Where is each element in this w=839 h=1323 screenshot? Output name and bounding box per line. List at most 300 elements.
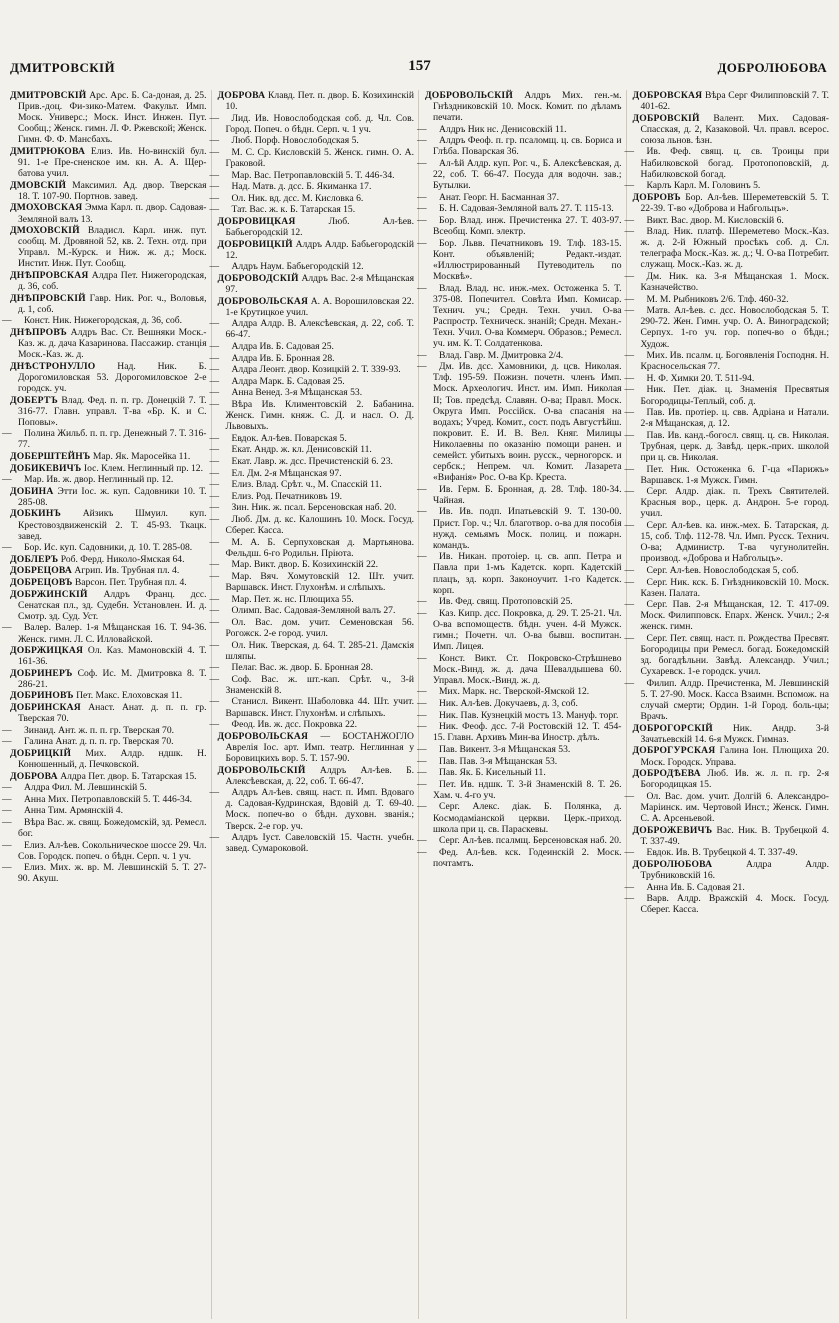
directory-entry xyxy=(624,305,830,350)
directory-entry xyxy=(10,589,207,622)
directory-entry xyxy=(425,90,622,123)
entry-details: Серг. Алдр. діак. п. Трехъ Святителей. Красныя вор., церк. д. Андрон. 5-е город. учил. xyxy=(640,486,829,520)
entry-surname: ДОБЕРТЪ xyxy=(10,394,58,406)
dash-marker: — xyxy=(2,817,12,828)
directory-entry xyxy=(10,748,207,770)
dash-marker: — xyxy=(209,135,220,147)
directory-entry xyxy=(10,395,207,428)
directory-entry xyxy=(209,467,415,479)
entry-details: Бор. Влад. инж. Пречистенка 27. Т. 403-97. Всеобщ. Комп. электр. xyxy=(433,215,622,238)
directory-entry xyxy=(209,593,415,605)
entry-details: Ол. Вас. дом. учит. Семеновская 56. Рогожск. 2-е город. учил. xyxy=(225,616,414,639)
entry-details: Ол. Вас. дом. учит. Долгій 6. Александро-Маріинск. им. Чертовой Инст.; Женск. Гимн. С. А. Арсеньевой. xyxy=(640,790,829,824)
entry-details: Галина Іон. Плющиха 20. Моск. Городск. Управа. xyxy=(640,745,829,768)
dash-marker: — xyxy=(209,375,220,387)
entry-surname: ДОБРОДѢЕВА xyxy=(632,768,701,780)
entry-surname: ДОБРОГУРСКАЯ xyxy=(632,745,716,757)
dash-marker: — xyxy=(417,551,427,563)
entry-details: Ив. Ив. подп. Ипатьевскій 9. Т. 130-00. Прист. Гор. ч.; Чл. благотвор. о-ва для пособія нужд. семьямъ Моск. полиц. и пожарн. командъ. xyxy=(433,506,622,551)
dash-marker: — xyxy=(209,444,220,456)
dash-marker: — xyxy=(417,721,427,733)
dash-marker: — xyxy=(624,407,635,419)
entry-details: Валер. Валер. 1-я Мѣщанская 16. Т. 94-36. Женск. гимн. Л. С. Илловайской. xyxy=(18,622,207,645)
dash-marker: — xyxy=(209,536,220,548)
entry-details: Мих. Ив. псалм. ц. Богоявленія Господня. Н. Красносельская 77. xyxy=(640,350,829,373)
entry-details: Ив. Герм. Б. Бронная, д. 28. Тлф. 180-34. Чайная. xyxy=(433,483,622,506)
entry-details: Влад. Ник. платф. Шереметево Моск.-Каз. ж. д. 2-й Южный просѣкъ соб. д. Сл. телеграфа Моск.-Каз. ж. д.; Ч. О-ва Потребит. служащ. Моск.-Каз. ж. д. xyxy=(640,226,829,271)
dash-marker: — xyxy=(209,570,220,582)
directory-entry xyxy=(218,765,415,787)
entry-details: Анна Мих. Петропавловскій 5. Т. 446-34. xyxy=(24,793,193,805)
entry-details: Алдръ Мих. ген.-м. Гнѣздниковскій 10. Моск. Комит. по дѣламъ печати. xyxy=(433,90,622,124)
directory-entry xyxy=(624,429,830,463)
entry-details: Бор. Львв. Печатниковъ 19. Тлф. 183-15. Конт. объявленій; Редакт.-издат. «Иллюстрированный Путеводитель по Москвѣ». xyxy=(433,237,622,282)
entry-details: Анна Тим. Армянскій 4. xyxy=(24,805,123,817)
directory-entry xyxy=(218,731,415,764)
entry-surname: ДОБРОЖЕВИЧЪ xyxy=(632,824,713,836)
directory-entry xyxy=(10,293,207,315)
entry-details: Елиз. Род. Печатниковъ 19. xyxy=(231,490,343,502)
entry-details: Ол. Каз. Мамоновскій 4. Т. 161-36. xyxy=(18,645,207,668)
directory-entry xyxy=(2,817,207,840)
dash-marker: — xyxy=(624,520,635,532)
entry-surname: ДОБРОВА xyxy=(10,770,58,782)
entry-details: Ник. Феоф. дсс. 7-й Ростовскій 12. Т. 454-15. Главн. Архивъ Мин-ва Иностр. дѣлъ. xyxy=(433,721,622,744)
dash-marker: — xyxy=(209,181,220,193)
entry-details: Серг. Ал-ѣев. псалмщ. Берсеновская наб. 20. xyxy=(439,835,622,847)
directory-entry xyxy=(417,349,622,361)
entry-details: Каз. Кипр. дсс. Покровка, д. 29. Т. 25-21. Чл. О-ва вспомоществ. бѣдн. учен. 4-й Мужск. гимн.; Почетн. чл. О-ва бывш. воспитан. Имп. Лицея. xyxy=(433,607,622,653)
entry-details: Алдръ Ал-ѣев. Б. Алексѣевская, д. 22, соб. Т. 66-47. xyxy=(225,764,414,787)
dash-marker: — xyxy=(417,709,427,721)
directory-entry xyxy=(10,270,207,292)
entry-surname: ДОБРИНЕРЪ xyxy=(10,667,73,679)
entry-surname: ДОБКИНЪ xyxy=(10,508,62,520)
entry-details: Екат. Андр. ж. кл. Денисовскій 11. xyxy=(231,444,372,456)
directory-entry xyxy=(209,387,415,399)
directory-entry xyxy=(218,216,415,238)
entry-details: Люб. Ив. ж. л. п. гр. 2-я Богородицкая 15. xyxy=(640,768,829,791)
directory-entry xyxy=(209,479,415,491)
entry-surname: ДОБЛЕРЪ xyxy=(10,553,59,565)
directory-entry xyxy=(10,486,207,508)
directory-entry xyxy=(10,508,207,541)
entry-details: Анна Венед. 3-я Мѣщанская 53. xyxy=(231,387,363,399)
dash-marker: — xyxy=(624,486,635,498)
entry-details: Ник. Андр. 3-й Зачатьевскій 14. 6-я Мужск. Гимназ. xyxy=(640,722,830,745)
directory-entry xyxy=(2,315,207,327)
directory-entry xyxy=(417,237,622,282)
dash-marker: — xyxy=(624,226,635,238)
directory-entry xyxy=(417,506,622,551)
directory-entry xyxy=(417,596,622,608)
directory-entry xyxy=(209,146,415,170)
dash-marker: — xyxy=(2,805,12,817)
entry-details: М. М. Рыбниковъ 2/6. Тлф. 460-32. xyxy=(646,293,789,305)
entry-details: Вѣра Серг Филипповскій 7. Т. 401-62. xyxy=(640,90,829,113)
entry-details: Алдръ Вас. Ст. Вешняки Моск.-Каз. ж. д. дача Казаринова. Пассажир. станція Моск.-Каз. ж. д. xyxy=(18,326,207,361)
entry-surname: ДМОВСКІЙ xyxy=(10,179,67,191)
directory-entry xyxy=(218,90,415,112)
entry-details: Алдра Фил. М. Левшинскій 5. xyxy=(24,782,147,794)
directory-entry xyxy=(417,846,622,869)
dash-marker: — xyxy=(624,463,635,475)
dash-marker: — xyxy=(624,633,635,644)
entry-details: Евдок. Ив. В. Трубецкой 4. Т. 337-49. xyxy=(646,847,798,859)
dash-marker: — xyxy=(417,835,427,847)
dash-marker: — xyxy=(624,350,635,362)
entry-details: Люб. Ал-ѣев. Бабьегородскій 12. xyxy=(225,216,414,239)
entry-details: Евдок. Ал-ѣев. Поварская 5. xyxy=(231,432,347,444)
directory-entry xyxy=(624,486,830,520)
entry-surname: ДОБРЖИЦКАЯ xyxy=(10,645,84,657)
directory-entry xyxy=(624,350,830,373)
dash-marker: — xyxy=(417,778,427,790)
entry-details: Ив. Никан. протоіер. ц. св. апп. Петра и Павла при 1-мъ Кадетск. корп. Кадетскій плацъ, зд. корп. Законоучит. 1-го Кадетск. корп. xyxy=(433,551,622,596)
dash-marker: — xyxy=(209,479,220,491)
entry-details: Пав. Ив. протіер. ц. свв. Адріана и Натали. 2-я Мѣщанская, д. 12. xyxy=(640,407,829,430)
directory-entry xyxy=(209,570,415,594)
directory-entry xyxy=(209,639,415,662)
entry-details: Алдръ Ал-ѣев. свящ. наст. п. Имп. Вдоваго д. Садовая-Кудринская, Вдовій д. Т. 69-40. Моск. попеч-во о бѣдн. духовн. званія.; Тверск. 2-е гор. уч. xyxy=(225,787,414,832)
directory-entry xyxy=(209,502,415,514)
dash-marker: — xyxy=(624,564,635,576)
entry-details: Серг. Ал-ѣев. Новослободская 5, соб. xyxy=(646,564,799,576)
directory-entry xyxy=(417,607,622,653)
columns xyxy=(2,90,833,1319)
directory-entry xyxy=(417,215,622,238)
entry-details: Дм. Ив. дсс. Хамовники, д. цсв. Николая. Тлф. 195-59. Пожизн. почетн. членъ Имп. Моск. Археологич. Инст. им. Имп. Николая II; Тов. предсѣд. Славян. О-ва; Правл. Моск. Округа Имп. Россійск. О-ва спасанія на водахъ; Учред. Комит., сост. подъ Августѣйш. покровит. Е. И. В. Вел. Княг. Милицы Николаевны по оказанію помощи ранен. и семейст. убитыхъ воин. русск., черногорск. и сербск.; Непрем. чл. Комит. Лазарета «Вифанія» Рос. О-ва Кр. Креста. xyxy=(433,361,622,484)
directory-entry xyxy=(417,282,622,350)
dash-marker: — xyxy=(624,293,635,305)
entry-details: Бор. Ал-ѣев. Шереметевскій 5. Т. 22-39. Т-во «Доброва и Набгольцъ». xyxy=(640,191,829,214)
column-4 xyxy=(624,90,834,1319)
directory-entry xyxy=(417,203,622,215)
column-2 xyxy=(209,90,420,1319)
entry-details: Алдра Ив. Б. Бронная 28. xyxy=(231,352,335,364)
dash-marker: — xyxy=(624,599,635,611)
dash-marker: — xyxy=(209,605,220,617)
directory-entry xyxy=(209,169,415,181)
dash-marker: — xyxy=(417,652,427,664)
directory-entry xyxy=(10,90,207,145)
dash-marker: — xyxy=(209,673,220,685)
entry-surname: ДОБРЖИНСКІЙ xyxy=(10,588,88,600)
dash-marker: — xyxy=(2,315,12,327)
entry-details: Бор. Ис. куп. Садовники, д. 10. Т. 285-08. xyxy=(24,542,193,554)
entry-details: Пет. Макс. Елоховская 11. xyxy=(76,690,183,702)
directory-entry xyxy=(417,801,622,835)
entry-details: Мар. Як. Маросейка 11. xyxy=(92,451,191,462)
entry-surname: ДОБРИНОВЪ xyxy=(10,690,74,702)
dash-marker: — xyxy=(624,677,635,689)
directory-entry xyxy=(417,778,622,801)
directory-entry xyxy=(624,214,830,226)
dash-marker: — xyxy=(2,839,12,851)
dash-marker: — xyxy=(209,787,220,799)
entry-details: Мих. Алдр. ндшк. Н. Конюшенный, д. Печковской. xyxy=(18,747,207,771)
directory-entry xyxy=(209,559,415,571)
directory-entry xyxy=(209,787,415,832)
directory-entry xyxy=(209,719,415,731)
directory-entry xyxy=(10,690,207,701)
entry-details: Галина Анат. д. п. п. гр. Тверская 70. xyxy=(24,736,174,748)
entry-details: Алдра Леонт. двор. Козицкій 2. Т. 339-93. xyxy=(231,364,401,376)
directory-entry xyxy=(209,536,415,559)
directory-entry xyxy=(624,599,830,633)
directory-entry xyxy=(417,191,622,203)
entry-details: Анат. Георг. Н. Басманная 37. xyxy=(439,191,559,203)
entry-details: Конст. Ник. Нижегородская, д. 36, соб. xyxy=(24,315,183,327)
column-1 xyxy=(2,90,212,1319)
entry-details: Викт. Вас. двор. М. Кисловскій 6. xyxy=(646,214,784,226)
directory-entry xyxy=(209,364,415,376)
entry-details: Феод. Ив. ж. дсс. Покровка 22. xyxy=(231,719,358,731)
entry-details: Люб. Порф. Новослободская 5. xyxy=(231,135,359,147)
dash-marker: — xyxy=(417,282,427,294)
entry-details: Ел. Дм. 2-я Мѣщанская 97. xyxy=(231,467,342,479)
directory-entry xyxy=(10,146,207,179)
entry-surname: ДОБРОВСКІЙ xyxy=(632,112,700,124)
directory-entry xyxy=(633,825,830,847)
directory-entry xyxy=(624,893,830,916)
directory-entry xyxy=(209,135,415,147)
entry-surname: ДОБРОВА xyxy=(217,90,266,101)
directory-entry xyxy=(624,180,830,192)
dash-marker: — xyxy=(624,305,635,317)
entry-surname: ДОБРИЦКІЙ xyxy=(10,747,72,759)
entry-details: Дм. Ник. ка. 3-я Мѣщанская 1. Моск. Казначейство. xyxy=(640,271,829,294)
directory-entry xyxy=(209,662,415,674)
entry-details: Матв. Ал-ѣев. с. дсс. Новослободская 5. Т. 290-72. Жен. Гимн. учр. О. А. Виноградской; Серпух. 1-го уч. гор. попеч-во о бѣдн.; Худож. xyxy=(640,305,829,350)
directory-entry xyxy=(209,261,415,273)
dash-marker: — xyxy=(624,214,635,226)
entry-details: Ал-ѣй Алдр. куп. Рог. ч., Б. Алексѣевская, д. 22, соб. Т. 66-47. Посуда для водочн. зав.; Бутылки. xyxy=(433,158,622,192)
directory-entry xyxy=(633,192,830,214)
directory-entry xyxy=(10,180,207,202)
entry-details: Екат. Лавр. ж. дсс. Пречистенскій 6. 23. xyxy=(231,456,393,467)
entry-details: Соф. Вас. ж. шт.-кап. Срѣт. ч., 3-й Знаменскій 8. xyxy=(225,673,414,696)
entry-details: Конст. Викт. Ст. Покровско-Стрѣшнево Моск.-Винд. ж. д. дача Шевалдышева 60. Управл. Моск.-Винд. ж. д. xyxy=(433,652,622,686)
dash-marker: — xyxy=(624,180,635,192)
entry-details: Алдра Пет. Нижегородская, д. 36, соб. xyxy=(18,270,207,293)
entry-surname: ДОБРОВЪ xyxy=(632,191,681,203)
directory-entry xyxy=(2,782,207,794)
entry-details: Пав. Як. Б. Кисельный 11. xyxy=(439,767,546,779)
entry-details: Влад. Влад. нс. инж.-мех. Остоженка 5. Т. 375-08. Попечител. Совѣта Имп. Комисар. Технич. уч.; Средн. Техн. учил. О-ва Распростр. Техническ. знаній; Средн. Механ.-Техн. Учил. О-ва Коммерч. Образов.; Ремесл. уч. им. К. Т. Солдатенкова. xyxy=(433,282,622,350)
dash-marker: — xyxy=(624,146,635,158)
directory-entry xyxy=(2,736,207,748)
directory-entry xyxy=(209,192,415,204)
entry-details: Мар. Вяч. Хомутовскій 12. Шт. учит. Варшавск. Инст. Глухонѣм. и слѣпыхъ. xyxy=(225,570,414,594)
dash-marker: — xyxy=(624,384,635,396)
entry-details: Б. Н. Садовая-Земляной валъ 27. Т. 115-13. xyxy=(439,203,614,215)
entry-details: Алдръ Ник нс. Денисовскій 11. xyxy=(439,123,567,135)
directory-entry xyxy=(633,723,830,745)
dash-marker: — xyxy=(417,483,427,495)
dash-marker: — xyxy=(624,893,635,905)
entry-details: Люб. Дм. д. кс. Калошинъ 10. Моск. Госуд. Сберег. Касса. xyxy=(225,513,414,537)
entry-details: Елиз. Ив. Но-винскій бул. 91. 1-е Пре-сненское им. кн. А. А. Щер-батова учил. xyxy=(18,145,207,180)
directory-entry xyxy=(218,273,415,295)
entry-details: Пет. Ник. Остоженка 6. Г-ца «Парижъ» Варшавск. 1-я Мужск. Гимн. xyxy=(640,463,829,486)
directory-entry xyxy=(624,372,830,384)
entry-details: Алдръ Алдр. Бабьегородскій 12. xyxy=(225,238,414,261)
entry-surname: ДОБРОВИЦКАЯ xyxy=(217,216,296,228)
directory-entry xyxy=(417,551,622,596)
directory-entry xyxy=(209,204,415,216)
directory-entry xyxy=(624,677,830,723)
entry-surname: ДОБРОВИЦКІЙ xyxy=(217,238,293,250)
directory-entry xyxy=(209,352,415,364)
entry-details: Серг. Пав. 2-я Мѣщанская, 12. Т. 417-09. Моск. Филипповск. Епарх. Женск. Учил.; 2-я женск. гимн. xyxy=(640,599,829,633)
dash-marker: — xyxy=(209,341,220,353)
entry-details: Пав. Пав. 3-я Мѣщанская 53. xyxy=(439,755,558,767)
entry-details: Ол. Ник. вд. дсс. М. Кисловка 6. xyxy=(231,192,364,204)
dash-marker: — xyxy=(417,698,427,710)
entry-details: Серг. Алекс. діак. Б. Полянка, д. Космодаміанской церкви. Церк.-приход. школа при ц. св. Параскевы. xyxy=(433,801,622,835)
directory-entry xyxy=(624,564,830,576)
directory-entry xyxy=(417,158,622,192)
entry-details: Соф. Ис. М. Дмитровка 8. Т. 286-21. xyxy=(18,667,207,690)
dash-marker: — xyxy=(417,215,427,227)
entry-details: Фед. Ал-ѣев. кск. Годеинскій 2. Моск. почтамтъ. xyxy=(433,846,622,869)
directory-entry xyxy=(624,407,830,430)
directory-entry xyxy=(417,743,622,755)
entry-details: Над. Матв. д. дсс. Б. Якиманка 17. xyxy=(231,181,372,193)
entry-details: Арс. Арс. Б. Са-доная, д. 25. Прив.-доц. Фи-зико-Матем. Факульт. Имп. Моск. Универс.; Моск. Инст. Инжен. Пут. Сообщ.; Женск. гимн. Л. Ф. Ржевской; Женск. Гимн. Ф. Ф. Мансбахъ. xyxy=(18,90,207,146)
directory-entry xyxy=(624,271,830,294)
entry-surname: ДОБРОГОРСКІЙ xyxy=(632,722,713,734)
dash-marker: — xyxy=(417,846,427,858)
directory-entry xyxy=(633,859,830,881)
directory-entry xyxy=(2,474,207,486)
entry-details: Ив. Фед. свящ. Протоповскій 25. xyxy=(439,596,573,608)
entry-details: Ник. Пет. діак. ц. Знаменія Пресвятыя Богородицы-Теплый, соб. д. xyxy=(640,384,829,407)
directory-entry xyxy=(624,520,830,565)
dash-marker: — xyxy=(624,576,635,588)
dash-marker: — xyxy=(209,318,220,330)
dash-marker: — xyxy=(417,191,427,203)
entry-details: Ив. Феф. свящ. ц. св. Троицы при Набилковской богад. Протопоповскій, д. Набилковской богад. xyxy=(640,146,829,180)
dash-marker: — xyxy=(209,192,220,204)
dash-marker: — xyxy=(209,490,220,502)
dash-marker: — xyxy=(417,686,427,698)
directory-entry xyxy=(10,327,207,360)
dash-marker: — xyxy=(209,513,220,525)
entry-surname: ДНѢПРОВСКАЯ xyxy=(10,270,89,281)
directory-entry xyxy=(624,847,830,859)
dash-marker: — xyxy=(209,352,220,364)
dash-marker: — xyxy=(209,364,220,376)
directory-entry xyxy=(417,135,622,158)
dash-marker: — xyxy=(417,158,427,170)
directory-entry xyxy=(624,146,830,180)
entry-surname: ДОБРОВОДСКІЙ xyxy=(217,273,299,284)
entry-details: Максимил. Ад. двор. Тверская 18. Т. 107-90. Портнов. завед. xyxy=(18,179,207,202)
entry-details: Алдра Алдр. В. Алексѣевская, д. 22, соб. Т. 66-47. xyxy=(225,318,414,341)
entry-details: Алдра Алдр. Трубниковскій 16. xyxy=(640,858,829,881)
entry-surname: ДНѢПРОВЪ xyxy=(10,326,67,338)
directory-entry xyxy=(209,832,415,855)
entry-details: Эмма Карл. п. двор. Садовая-Земляной валъ 13. xyxy=(18,202,207,225)
directory-entry xyxy=(209,673,415,696)
dash-marker: — xyxy=(417,596,427,608)
directory-entry xyxy=(10,463,207,474)
directory-entry xyxy=(209,341,415,353)
dash-marker: — xyxy=(209,616,220,628)
dash-marker: — xyxy=(417,361,427,373)
entry-surname: ДМОХОВСКАЯ xyxy=(10,202,83,214)
dash-marker: — xyxy=(417,123,427,135)
dash-marker: — xyxy=(2,622,12,634)
dash-marker: — xyxy=(2,428,12,440)
entry-details: Владисл. Карл. инж. пут. сообщ. М. Дровяной 52, кв. 2. Техн. отд. при Управл. М.-Курск. и Ниж. ж. д.; Моск. Инстит. Инж. Пут. Сообщ. xyxy=(18,225,207,270)
entry-surname: ДОБРОВОЛЬСКАЯ xyxy=(217,730,309,742)
entry-details: Варв. Алдр. Вражскій 4. Моск. Госуд. Сберег. Касса. xyxy=(640,893,829,916)
directory-entry xyxy=(417,755,622,767)
entry-details: Клавд. Пет. п. двор. Б. Козихинскій 10. xyxy=(225,90,414,113)
directory-entry xyxy=(218,296,415,318)
entry-details: Айзикъ Шмуил. куп. Крестовоздвиженскій 2. Т. 45-93. Ткацк. завед. xyxy=(18,508,207,542)
entry-surname: ДНѢПРОВСКІЙ xyxy=(10,292,86,304)
column-3 xyxy=(417,90,627,1319)
directory-entry xyxy=(10,668,207,690)
entry-surname: ДМИТРЮКОВА xyxy=(10,145,86,157)
dash-marker: — xyxy=(209,639,220,651)
entry-details: Валент. Мих. Садовая-Спасская, д. 2, Казаковой. Чл. правл. всерос. союза льнов. ѣзн. xyxy=(640,112,829,146)
entry-details: Ол. Ник. Тверская, д. 64. Т. 285-21. Дамскія шляпы. xyxy=(225,639,414,662)
directory-entry xyxy=(10,645,207,667)
entry-details: Влад. Фед. п. п. гр. Донецкій 7. Т. 316-77. Главн. управл. Т-ва «Бр. К. и С. Поповы». xyxy=(18,394,207,428)
directory-entry xyxy=(209,444,415,456)
entry-details: Елиз. Ал-ѣев. Сокольническое шоссе 29. Чл. Сов. Городск. попеч. о бѣдн. Серп. ч. 1 уч. xyxy=(18,839,207,862)
directory-entry xyxy=(417,361,622,484)
dash-marker: — xyxy=(417,801,427,813)
entry-details: Тат. Вас. ж. к. Б. Татарская 15. xyxy=(231,204,356,216)
entry-details: Вѣра Ив. Климентовскій 2. Бабанина. Женск. Гимн. княж. С. Д. и насл. О. Д. Львовыхъ. xyxy=(225,399,414,433)
dash-marker: — xyxy=(624,429,635,441)
dash-marker: — xyxy=(417,743,427,755)
entry-surname: ДОБЕРШТЕЙНЪ xyxy=(10,451,91,462)
entry-surname: ДОБРЕЦОВА xyxy=(10,565,72,577)
entry-details: Варсон. Пет. Трубная пл. 4. xyxy=(74,577,187,589)
dash-marker: — xyxy=(209,112,220,124)
entry-details: Филип. Алдр. Пречистенка, М. Левшинскій 5. Т. 27-90. Моск. Касса Взаимн. Вспомож. на случай смерти; Ордин. 1-й Город. боль-цы; Врачъ. xyxy=(640,677,829,723)
directory-entry xyxy=(209,513,415,537)
entry-details: Лид. Ив. Новослободская соб. д. Чл. Сов. Город. Попеч. о бѣдн. Серп. ч. 1 уч. xyxy=(225,112,414,135)
dash-marker: — xyxy=(624,790,635,802)
dash-marker: — xyxy=(417,506,427,518)
entry-details: Ник. Ал-ѣев. Докучаевъ, д. 3, соб. xyxy=(439,698,578,710)
dash-marker: — xyxy=(209,399,220,411)
entry-details: Пет. Ив. ндшк. Т. 3-й Знаменскій 8. Т. 26. Хам. ч. 4-го уч. xyxy=(433,778,622,801)
directory-entry xyxy=(417,767,622,779)
dash-marker: — xyxy=(417,767,427,779)
entry-details: Ник. Пав. Кузнецкій мостъ 13. Мануф. торг. xyxy=(439,709,619,721)
entry-details: Мар. Викт. двор. Б. Козихинскій 22. xyxy=(231,559,379,571)
dash-marker: — xyxy=(417,755,427,767)
entry-details: Вас. Ник. В. Трубецкой 4. Т. 337-49. xyxy=(640,824,829,847)
directory-entry xyxy=(624,293,830,305)
directory-entry xyxy=(633,745,830,767)
directory-entry xyxy=(624,881,830,893)
dash-marker: — xyxy=(209,261,220,273)
entry-surname: ДОБРОВСКАЯ xyxy=(632,90,703,101)
page-header xyxy=(10,60,829,82)
page-number: 157 xyxy=(408,58,431,74)
dash-marker: — xyxy=(209,559,220,571)
